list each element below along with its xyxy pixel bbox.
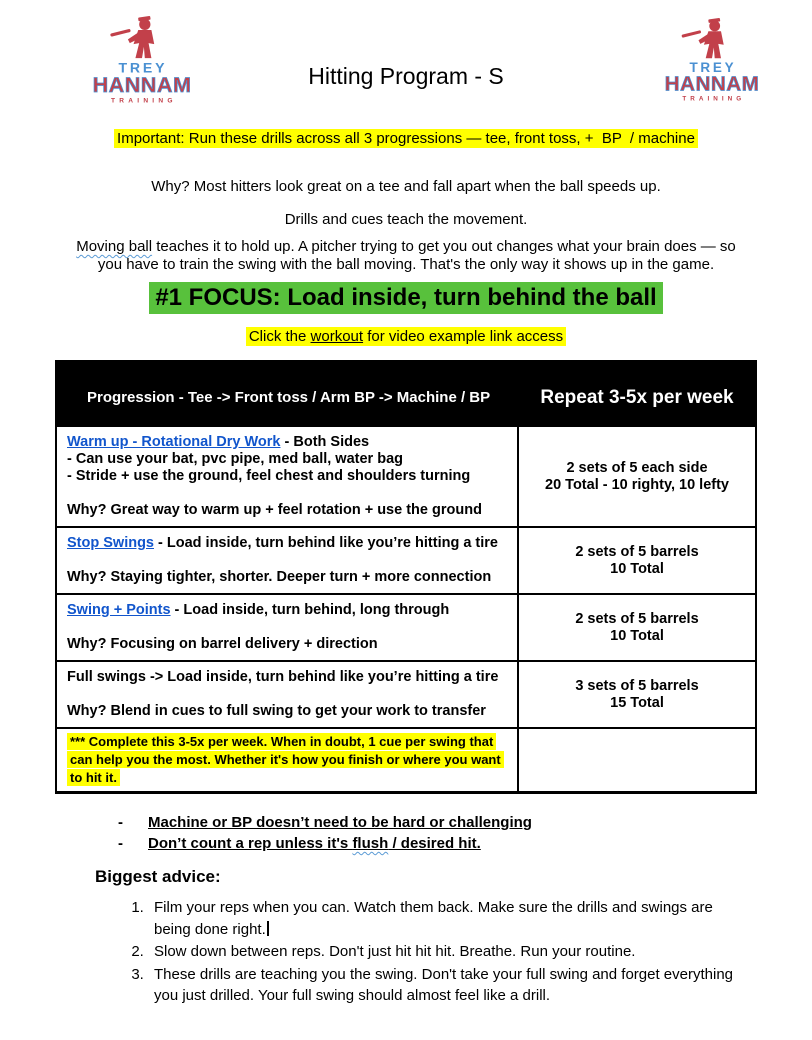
- table-row: [56, 527, 756, 594]
- drill-cell-swing-points: [56, 594, 518, 661]
- why-paragraph: Why? Most hitters look great on a tee and fall apart when the ball speeds up.: [151, 178, 661, 195]
- count-rep-post: / desired hit.: [388, 835, 481, 852]
- machine-bp-note: Machine or BP doesn’t need to be hard or challenging: [148, 814, 532, 831]
- table-row: [56, 426, 756, 527]
- text-cursor: [267, 921, 269, 936]
- blank-line: [67, 686, 507, 703]
- drill-why-line: Why? Staying tighter, shorter. Deeper turn + more connection: [67, 569, 492, 585]
- table-row: [56, 594, 756, 661]
- drill-title-suffix: - Load inside, turn behind, long through: [170, 602, 450, 618]
- drill-title-suffix: - Load inside, turn behind like you’re hitting a tire: [154, 535, 498, 551]
- baseball-player-icon: [642, 16, 782, 106]
- reps-line: 3 sets of 5 barrels: [575, 677, 699, 694]
- table-row: [56, 661, 756, 728]
- baseball-player-icon: [82, 14, 202, 108]
- repeat-header: Repeat 3-5x per week: [518, 361, 756, 426]
- page-title: Hitting Program - S: [308, 63, 504, 89]
- logo-text-trey: TREY: [689, 59, 737, 75]
- trey-hannam-logo-right: [642, 16, 782, 106]
- logo-text-training: TRAINING: [682, 95, 746, 103]
- reps-line: 10 Total: [610, 560, 664, 577]
- important-note: [0, 128, 812, 149]
- weekly-note-cell: [56, 728, 518, 793]
- drill-why-line: Why? Great way to warm up + feel rotation + use the ground: [67, 502, 482, 518]
- progression-header: Progression - Tee -> Front toss / Arm BP -> Machine / BP: [56, 361, 518, 426]
- list-item: [148, 941, 742, 963]
- spellcheck-underline: Moving ball: [76, 238, 153, 255]
- advice-item-text: Film your reps when you can. Watch them back. Make sure the drills and swings are being done right.: [154, 899, 713, 938]
- workout-link[interactable]: workout: [310, 328, 364, 345]
- list-item: [148, 964, 742, 1007]
- blank-line: [67, 552, 507, 569]
- logo-text-trey: TREY: [118, 59, 168, 76]
- drill-title-suffix: - Both Sides: [280, 434, 370, 450]
- stop-swings-drill-link[interactable]: Stop Swings: [67, 535, 154, 551]
- list-item: [118, 812, 812, 833]
- blank-line: [67, 619, 507, 636]
- table-row: [56, 728, 756, 793]
- reps-cell: [518, 594, 756, 661]
- logo-text-hannam: HANNAM: [92, 72, 192, 98]
- focus-heading-text: #1 FOCUS: Load inside, turn behind the ball: [149, 282, 662, 314]
- weekly-note-text: *** Complete this 3-5x per week. When in doubt, 1 cue per swing that can help you the most. Whether it's how you finish or where you want to hit it.: [67, 733, 504, 786]
- advice-list: [0, 897, 812, 1007]
- click-note-pre: Click the: [248, 328, 311, 345]
- empty-cell: [518, 728, 756, 793]
- reps-line: 15 Total: [610, 694, 664, 711]
- advice-item-text: Slow down between reps. Don't just hit hit hit. Breathe. Run your routine.: [154, 943, 636, 960]
- reps-line: 20 Total - 10 righty, 10 lefty: [545, 476, 729, 493]
- reps-line: 2 sets of 5 each side: [566, 459, 708, 476]
- dash-bullet: -: [118, 835, 123, 852]
- drill-title-plain: Full swings -> Load inside, turn behind like you’re hitting a tire: [67, 669, 499, 685]
- warmup-drill-link[interactable]: Warm up - Rotational Dry Work: [67, 434, 281, 450]
- table-header-row: [56, 361, 756, 426]
- reps-cell: [518, 426, 756, 527]
- reps-cell: [518, 661, 756, 728]
- moving-ball-paragraph: [70, 238, 742, 274]
- focus-heading: [0, 282, 812, 314]
- blank-line: [67, 485, 507, 502]
- count-rep-note: [148, 833, 481, 854]
- reps-line: 10 Total: [610, 627, 664, 644]
- drill-cell-full-swings: [56, 661, 518, 728]
- important-note-text: Important: Run these drills across all 3 progressions — tee, front toss, + BP / machine: [114, 129, 698, 148]
- logo-text-hannam: HANNAM: [664, 72, 760, 96]
- count-rep-pre: Don’t count a rep unless it's: [148, 835, 353, 852]
- reps-cell: [518, 527, 756, 594]
- logo-text-training: TRAINING: [111, 97, 177, 105]
- swing-points-drill-link[interactable]: Swing + Points: [67, 602, 171, 618]
- trey-hannam-logo-left: [82, 14, 202, 108]
- drills-table: [55, 360, 757, 794]
- drill-detail-line: - Can use your bat, pvc pipe, med ball, water bag: [67, 451, 403, 467]
- drill-cell-warmup: [56, 426, 518, 527]
- reps-line: 2 sets of 5 barrels: [575, 543, 699, 560]
- dash-bullet: -: [118, 814, 123, 831]
- drill-why-line: Why? Blend in cues to full swing to get your work to transfer: [67, 703, 486, 719]
- drill-why-line: Why? Focusing on barrel delivery + direction: [67, 636, 378, 652]
- list-item: [118, 833, 812, 854]
- drill-detail-line: - Stride + use the ground, feel chest and shoulders turning: [67, 468, 471, 484]
- click-workout-note: [0, 326, 812, 347]
- click-note-post: for video example link access: [363, 328, 564, 345]
- drills-cues-paragraph: Drills and cues teach the movement.: [284, 211, 528, 228]
- biggest-advice-heading: Biggest advice:: [95, 867, 221, 886]
- spellcheck-underline: flush: [352, 835, 389, 852]
- moving-ball-text: teaches it to hold up. A pitcher trying to get you out changes what your brain does — so you have to train the swing with the ball moving. That's the only way it shows up in the game.: [97, 238, 736, 273]
- drill-cell-stop-swings: [56, 527, 518, 594]
- list-item: [148, 897, 742, 940]
- reminder-bullets: [118, 812, 812, 854]
- reps-line: 2 sets of 5 barrels: [575, 610, 699, 627]
- advice-item-text: These drills are teaching you the swing. Don't take your full swing and forget everything you just drilled. Your full swing should almost feel like a drill.: [154, 965, 734, 1004]
